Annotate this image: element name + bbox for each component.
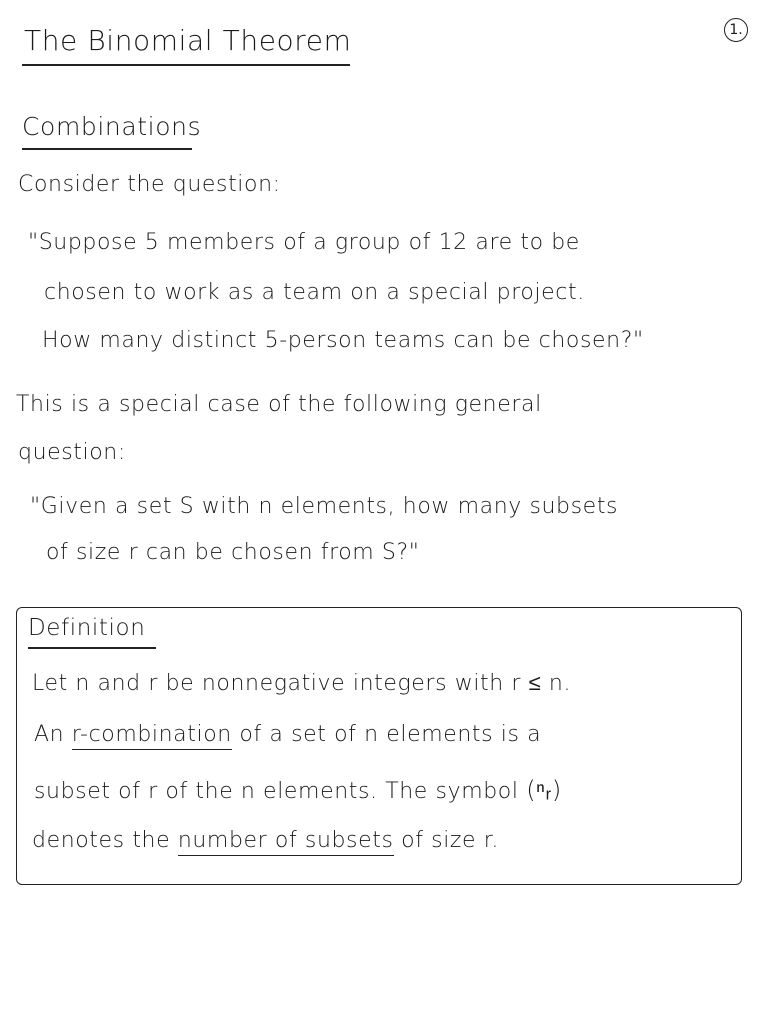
definition-line-1: Let n and r be nonnegative integers with r ≤ n. [32,671,572,696]
definition-line-2 [34,722,541,747]
question-line-1: "Suppose 5 members of a group of 12 are to be [28,230,580,255]
definition-line-4-prefix: denotes the [32,828,171,853]
definition-underline [28,647,156,649]
definition-heading: Definition [28,615,146,641]
binomial-symbol: (ⁿᵣ) [526,776,562,804]
question-line-2: chosen to work as a team on a special project. [44,280,585,305]
definition-line-4-suffix: of size r. [401,828,500,853]
r-combination-term: r-combination [72,722,232,750]
definition-line-3 [34,776,562,805]
definition-line-2-prefix: An [34,722,65,747]
section-underline [22,148,192,150]
section-heading: Combinations [22,112,202,141]
general-line-1: This is a special case of the following general [16,392,542,417]
general-line-2: question: [18,440,126,465]
intro-text: Consider the question: [18,172,281,197]
question-line-3: How many distinct 5-person teams can be chosen?" [42,328,644,353]
page-number: 1. [724,18,748,42]
number-of-subsets-term: number of subsets [178,828,394,856]
general-question-line-1: "Given a set S with n elements, how many subsets [30,494,619,519]
title-underline [22,64,350,66]
definition-line-3-text: subset of r of the n elements. The symbol [34,779,519,804]
definition-line-4 [32,828,499,853]
general-question-line-2: of size r can be chosen from S?" [46,540,420,565]
definition-line-2-suffix: of a set of n elements is a [239,722,542,747]
page-title: The Binomial Theorem [24,24,352,57]
